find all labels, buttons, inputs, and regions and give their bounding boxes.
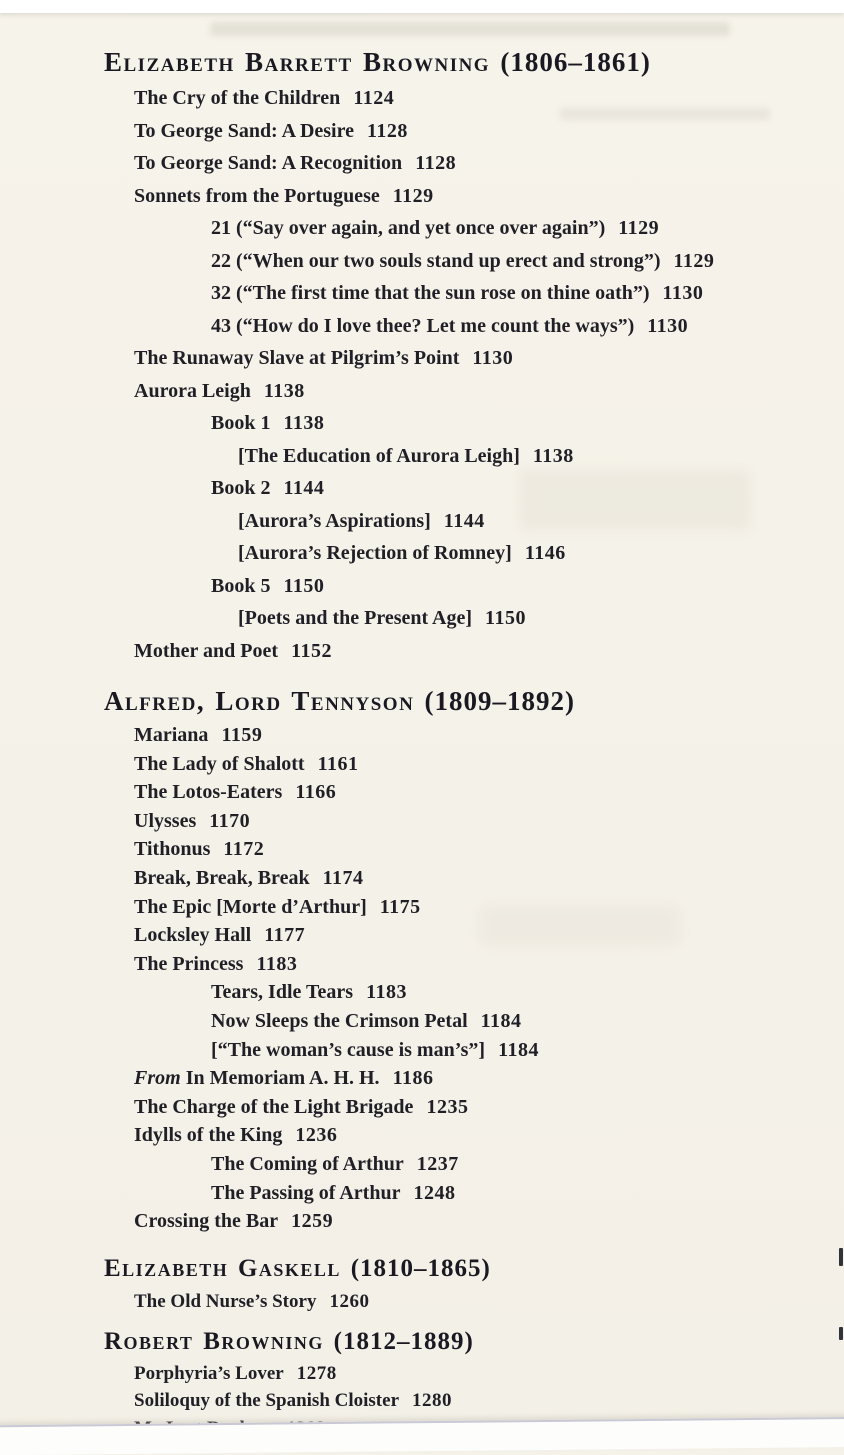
toc-entry xyxy=(104,342,816,375)
toc-entry xyxy=(104,1150,816,1179)
toc-entry xyxy=(104,180,816,213)
toc-entry xyxy=(104,778,816,807)
entry-title: Tears, Idle Tears xyxy=(211,981,354,1004)
entry-title: 21 (“Say over again, and yet once over again”) xyxy=(211,217,606,239)
entry-title: To George Sand: A Desire xyxy=(134,119,355,142)
scan-edge-top xyxy=(0,0,844,13)
bleed-through-artifact xyxy=(210,22,730,36)
entry-title: Book 2 xyxy=(211,477,271,499)
author-name: Robert Browning xyxy=(104,1327,324,1355)
toc-entry xyxy=(104,570,816,603)
entry-page-number: 1128 xyxy=(415,152,457,174)
entry-page-number: 1186 xyxy=(392,1067,434,1090)
entry-page-number: 1159 xyxy=(221,724,263,746)
toc-entry xyxy=(104,721,816,750)
toc-entry xyxy=(104,310,816,343)
entry-title: The Runaway Slave at Pilgrim’s Point xyxy=(134,347,460,369)
author-dates: (1809–1892) xyxy=(424,686,576,716)
entry-title: [Aurora’s Rejection of Romney] xyxy=(238,542,512,564)
entry-page-number: 1130 xyxy=(647,314,689,337)
author-heading xyxy=(104,1326,816,1358)
toc-entry xyxy=(104,245,816,278)
entry-title: 32 (“The first time that the sun rose on thine oath”) xyxy=(211,282,650,304)
entry-title: 22 (“When our two souls stand up erect and strong”) xyxy=(211,249,661,272)
toc-entry xyxy=(104,407,816,440)
toc-entry xyxy=(104,1179,816,1208)
toc-entry xyxy=(104,807,816,836)
toc-entry xyxy=(104,835,816,864)
author-name: Elizabeth Barrett Browning xyxy=(104,47,491,77)
entry-title: Crossing the Bar xyxy=(134,1210,279,1233)
toc-entry xyxy=(104,921,816,950)
entry-page-number: 1166 xyxy=(295,781,337,804)
author-dates: (1806–1861) xyxy=(500,47,651,77)
entry-title: The Charge of the Light Brigade xyxy=(134,1095,414,1118)
author-section xyxy=(104,683,816,1236)
entry-page-number: 1129 xyxy=(618,217,660,239)
entry-page-number: 1138 xyxy=(283,412,325,434)
entry-page-number: 1146 xyxy=(524,542,566,564)
entry-title: The Lotos-Eaters xyxy=(134,781,283,804)
author-heading xyxy=(104,1252,816,1286)
entry-page-number: 1184 xyxy=(498,1038,539,1061)
entry-title: Soliloquy of the Spanish Cloister xyxy=(134,1390,399,1412)
entry-page-number: 1237 xyxy=(416,1152,459,1175)
entry-page-number: 1130 xyxy=(472,347,514,369)
author-section xyxy=(104,1252,816,1316)
toc-entry xyxy=(104,212,816,245)
entry-page-number: 1170 xyxy=(209,809,251,832)
entry-title: The Old Nurse’s Story xyxy=(134,1290,317,1312)
toc-entry xyxy=(104,950,816,979)
italic-prefix: From xyxy=(134,1067,181,1090)
entry-title: The Lady of Shalott xyxy=(134,752,305,775)
entry-page-number: 1259 xyxy=(291,1210,334,1233)
toc-entry xyxy=(104,750,816,779)
entry-page-number: 1248 xyxy=(413,1181,456,1204)
toc-entry xyxy=(104,1036,816,1065)
page-edge-mark xyxy=(839,1327,843,1340)
page-edge-mark xyxy=(839,1248,843,1266)
entry-title: [Aurora’s Aspirations] xyxy=(238,509,431,532)
toc-entry xyxy=(104,440,816,473)
entry-title: The Epic [Morte d’Arthur] xyxy=(134,895,367,918)
entry-title: [Poets and the Present Age] xyxy=(238,607,473,629)
entry-title: To George Sand: A Recognition xyxy=(134,152,403,174)
entry-title: Aurora Leigh xyxy=(134,379,251,402)
entry-title: [“The woman’s cause is man’s”] xyxy=(211,1038,486,1061)
author-section xyxy=(104,44,816,667)
entry-page-number: 1130 xyxy=(662,282,704,304)
entry-title: Mariana xyxy=(134,724,209,746)
entry-page-number: 1138 xyxy=(532,444,574,467)
author-name: Alfred, Lord Tennyson xyxy=(104,686,415,716)
toc-entry xyxy=(104,1007,816,1036)
entry-page-number: 1124 xyxy=(353,87,395,109)
entry-title: Locksley Hall xyxy=(134,924,252,947)
entry-page-number: 1184 xyxy=(480,1009,522,1032)
toc-entry xyxy=(104,472,816,505)
entry-title: In Memoriam A. H. H. xyxy=(185,1067,380,1090)
toc-entry xyxy=(104,277,816,310)
entry-title: Idylls of the King xyxy=(134,1124,283,1147)
entry-page-number: 1235 xyxy=(426,1095,469,1118)
entry-title: The Coming of Arthur xyxy=(211,1152,404,1175)
toc-entry xyxy=(104,115,816,148)
entry-page-number: 1144 xyxy=(443,509,485,532)
entry-page-number: 1150 xyxy=(283,574,325,597)
entry-title: Ulysses xyxy=(134,809,197,832)
toc-entry xyxy=(104,864,816,893)
toc-entry xyxy=(104,978,816,1007)
entry-title: The Passing of Arthur xyxy=(211,1181,401,1204)
entry-page-number: 1128 xyxy=(367,119,408,142)
entry-title: Now Sleeps the Crimson Petal xyxy=(211,1009,468,1032)
toc-entry xyxy=(104,1360,816,1388)
entry-title: Book 5 xyxy=(211,574,271,597)
entry-page-number: 1236 xyxy=(295,1124,338,1147)
toc-entry xyxy=(104,1093,816,1122)
entry-title: The Princess xyxy=(134,952,244,975)
toc-entry xyxy=(104,1064,816,1093)
entry-title: Mother and Poet xyxy=(134,639,279,662)
entry-title: 43 (“How do I love thee? Let me count the ways”) xyxy=(211,314,635,337)
toc-entry xyxy=(104,147,816,180)
entry-title: [The Education of Aurora Leigh] xyxy=(238,444,520,467)
author-dates: (1810–1865) xyxy=(350,1254,491,1282)
entry-page-number: 1138 xyxy=(263,379,305,402)
entry-page-number: 1129 xyxy=(673,249,715,272)
author-name: Elizabeth Gaskell xyxy=(104,1254,341,1282)
entry-page-number: 1175 xyxy=(379,895,421,918)
toc-entry xyxy=(104,635,816,668)
entry-page-number: 1174 xyxy=(322,866,364,889)
entry-page-number: 1161 xyxy=(317,752,359,775)
toc-entry xyxy=(104,602,816,635)
table-of-contents xyxy=(104,44,816,1442)
toc-entry xyxy=(104,82,816,115)
entry-page-number: 1260 xyxy=(329,1290,370,1312)
entry-page-number: 1177 xyxy=(264,924,306,947)
toc-entry xyxy=(104,537,816,570)
author-heading xyxy=(104,44,816,80)
author-dates: (1812–1889) xyxy=(333,1327,474,1355)
entry-page-number: 1280 xyxy=(412,1390,452,1412)
entry-page-number: 1129 xyxy=(392,184,434,207)
entry-page-number: 1183 xyxy=(256,952,298,975)
entry-page-number: 1172 xyxy=(223,838,265,861)
toc-entry xyxy=(104,1387,816,1415)
toc-entry xyxy=(104,893,816,922)
entry-title: Tithonus xyxy=(134,838,211,861)
entry-page-number: 1278 xyxy=(296,1362,337,1384)
entry-page-number: 1183 xyxy=(366,981,407,1004)
author-heading xyxy=(104,683,816,719)
entry-title: The Cry of the Children xyxy=(134,87,341,109)
entry-title: Book 1 xyxy=(211,412,271,434)
entry-title: Sonnets from the Portuguese xyxy=(134,184,380,207)
toc-entry xyxy=(104,375,816,408)
entry-page-number: 1144 xyxy=(283,477,325,499)
toc-entry xyxy=(104,1288,816,1316)
entry-title: Porphyria’s Lover xyxy=(134,1362,284,1384)
toc-entry xyxy=(104,1121,816,1150)
entry-title: Break, Break, Break xyxy=(134,866,310,889)
entry-page-number: 1152 xyxy=(291,639,332,662)
toc-entry xyxy=(104,505,816,538)
toc-entry xyxy=(104,1207,816,1236)
entry-page-number: 1150 xyxy=(485,607,526,629)
